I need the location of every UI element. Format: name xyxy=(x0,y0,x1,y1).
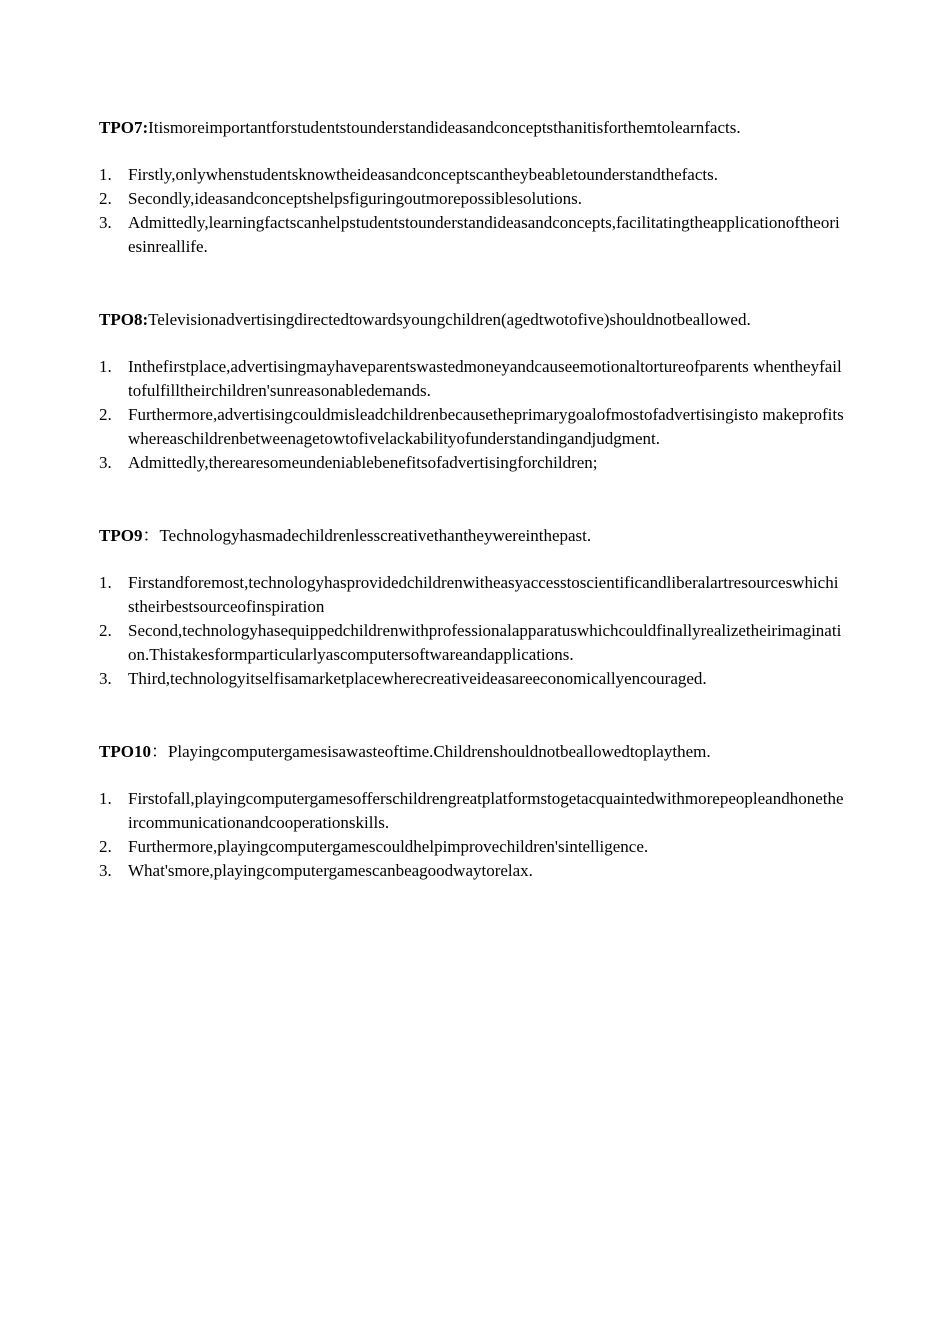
list-item xyxy=(99,835,844,859)
section-heading xyxy=(99,740,844,764)
item-number: 3. xyxy=(99,861,112,880)
item-text: Second,technologyhasequippedchildrenwithprofessionalapparatuswhichcouldfinallyrealizetheirimagination.Thistakesformparticularlyascomputersoftwareandapplications. xyxy=(128,621,842,664)
section-title: Televisionadvertisingdirectedtowardsyoungchildren(agedtwotofive)shouldnotbeallowed. xyxy=(148,310,751,329)
item-number: 2. xyxy=(99,621,112,640)
item-text: Furthermore,advertisingcouldmisleadchildrenbecausetheprimarygoalofmostofadvertisingisto makeprofitswhereaschildrenbetweenagetowtofivelackabilityofunderstandingandjudgment. xyxy=(128,405,844,448)
item-number: 2. xyxy=(99,189,112,208)
item-text: Firstofall,playingcomputergamesofferschildrengreatplatformstogetacquaintedwithmorepeopleandhonetheircommunicationandcooperationskills. xyxy=(128,789,844,832)
point-list xyxy=(99,163,844,259)
item-text: Firstly,onlywhenstudentsknowtheideasandconceptscantheybeabletounderstandthefacts. xyxy=(128,165,718,184)
item-text: Inthefirstplace,advertisingmayhaveparentswastedmoneyandcauseemotionaltortureofparents whentheyfailtofulfilltheirchildren'sunreasonabledemands. xyxy=(128,357,842,400)
list-item xyxy=(99,403,844,451)
list-item xyxy=(99,787,844,835)
point-list xyxy=(99,787,844,883)
list-item xyxy=(99,163,844,187)
list-item xyxy=(99,859,844,883)
section-code: TPO10 xyxy=(99,742,151,761)
section-code: TPO8: xyxy=(99,310,149,329)
list-item xyxy=(99,451,844,475)
item-text: Admittedly,therearesomeundeniablebenefitsofadvertisingforchildren; xyxy=(128,453,598,472)
section-tpo9 xyxy=(99,524,844,691)
section-heading xyxy=(99,524,844,548)
item-number: 3. xyxy=(99,669,112,688)
section-code: TPO7: xyxy=(99,118,149,137)
section-tpo7 xyxy=(99,116,844,259)
list-item xyxy=(99,571,844,619)
section-heading xyxy=(99,116,844,140)
item-number: 1. xyxy=(99,165,112,184)
item-text: What'smore,playingcomputergamescanbeagoodwaytorelax. xyxy=(128,861,533,880)
item-text: Furthermore,playingcomputergamescouldhelpimprovechildren'sintelligence. xyxy=(128,837,649,856)
point-list xyxy=(99,355,844,475)
section-title: ：Technologyhasmadechildrenlesscreativethantheywereinthepast. xyxy=(142,526,592,545)
section-tpo8 xyxy=(99,308,844,475)
list-item xyxy=(99,355,844,403)
item-number: 3. xyxy=(99,453,112,472)
section-tpo10 xyxy=(99,740,844,883)
section-code: TPO9 xyxy=(99,526,143,545)
item-number: 1. xyxy=(99,789,112,808)
list-item xyxy=(99,211,844,259)
item-number: 2. xyxy=(99,405,112,424)
list-item xyxy=(99,667,844,691)
item-number: 2. xyxy=(99,837,112,856)
list-item xyxy=(99,619,844,667)
point-list xyxy=(99,571,844,691)
item-number: 3. xyxy=(99,213,112,232)
section-title: Itismoreimportantforstudentstounderstandideasandconceptsthanitisforthemtolearnfacts. xyxy=(148,118,741,137)
item-text: Secondly,ideasandconceptshelpsfiguringoutmorepossiblesolutions. xyxy=(128,189,583,208)
section-title: ：Playingcomputergamesisawasteoftime.Childrenshouldnotbeallowedtoplaythem. xyxy=(150,742,711,761)
list-item xyxy=(99,187,844,211)
item-text: Admittedly,learningfactscanhelpstudentstounderstandideasandconcepts,facilitatingtheapplicationoftheoriesinreallife. xyxy=(128,213,840,256)
item-number: 1. xyxy=(99,357,112,376)
section-heading xyxy=(99,308,844,332)
item-number: 1. xyxy=(99,573,112,592)
item-text: Firstandforemost,technologyhasprovidedchildrenwitheasyaccesstoscientificandliberalartresourceswhichistheirbestsourceofinspiration xyxy=(128,573,839,616)
item-text: Third,technologyitselfisamarketplacewherecreativeideasareeconomicallyencouraged. xyxy=(128,669,707,688)
